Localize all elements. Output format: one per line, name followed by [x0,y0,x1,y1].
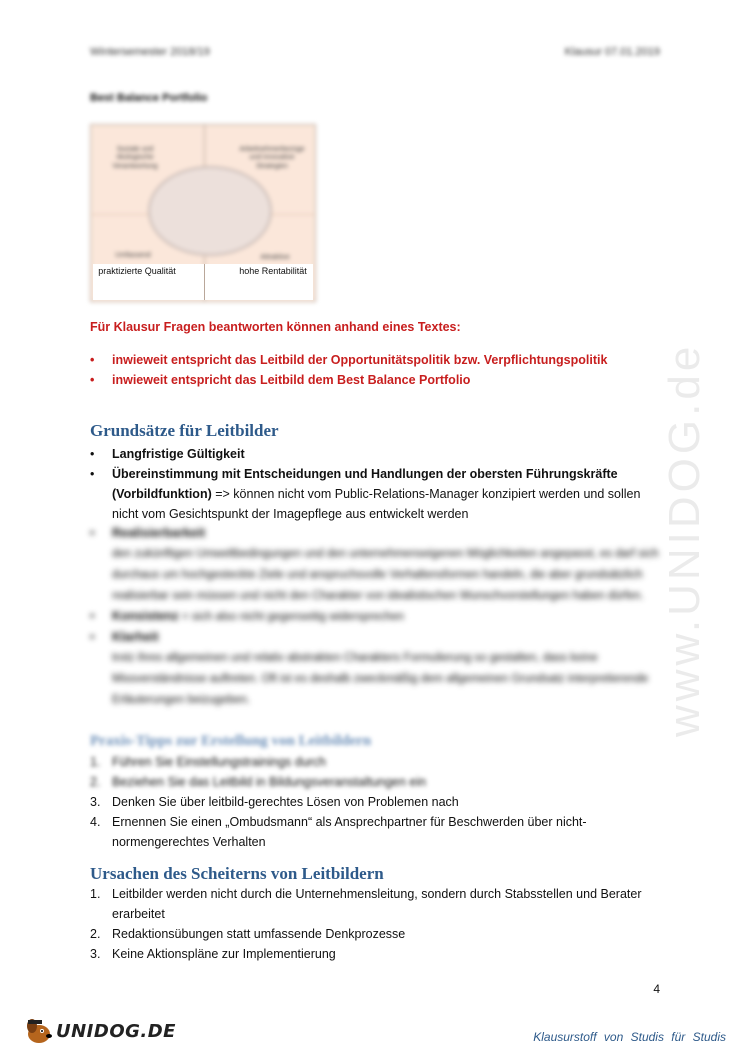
section-heading-ursachen: Ursachen des Scheiterns von Leitbildern [90,864,384,883]
dog-icon [24,1016,54,1046]
unidog-logo [24,1014,176,1048]
list-item: 3. Keine Aktionspläne zur Implementierung [90,947,336,961]
list-item: • Konsistenz = sich also nicht gegenseitig widersprechen [90,606,670,627]
list-item: • Realisierbarkeit den zukünftigen Umweltbedingungen und den unternehmenseigenen Möglichkeiten angepasst, es darf sich durchaus um hochgesteckte Ziele und anspruchsvolle Verhaltensformen handeln, die aber grundsätzlich realisierbar sein müssen und nicht den Charakter von idealistischen Wunschvorstellungen haben dürfen. [90,523,670,606]
exam-note-item: • inwieweit entspricht das Leitbild dem Best Balance Portfolio [90,370,607,390]
quadrant-bottom-left-head: Umfassend [115,252,151,259]
quadrant-profitability-label: hohe Rentabilität [239,266,307,276]
portfolio-title: Best Balance Portfolio [90,92,208,104]
list-item: 1. Führen Sie Einstellungstrainings durch [90,755,327,769]
list-item: • Klarheit trotz ihres allgemeinen und relativ abstrakten Charakters Formulierung so gestalten, dass keine Missverständnisse auftreten. Oft ist es deshalb zweckmäßig dem allgemeinen Grundsatz interpretierende Erläuterungen beizugeben. [90,627,670,710]
list-item: 2. Beziehen Sie das Leitbild in Bildungsveranstaltungen ein [90,775,427,789]
list-item: 3. Denken Sie über leitbild-gerechtes Lösen von Problemen nach [90,795,459,809]
grundsaetze-list-blurred [90,523,670,710]
praxis-list [90,792,670,852]
grundsaetze-list [90,444,670,524]
footer-tagline: Klausurstoff von Studis für Studis [533,1030,726,1044]
page-number: 4 [653,982,660,996]
quadrant-bottom-right-head: Attraktive [260,254,290,261]
best-balance-portfolio-figure [90,124,316,302]
praxis-list-blurred [90,752,670,792]
section-heading-grundsaetze: Grundsätze für Leitbilder [90,421,279,440]
section-heading-praxis: Praxis-Tipps zur Erstellung von Leitbildern [90,733,372,749]
header-exam-date: Klausur 07.01.2019 [564,46,660,58]
exam-note-heading: Für Klausur Fragen beantworten können anhand eines Textes: [90,320,461,334]
list-item: • Übereinstimmung mit Entscheidungen und Handlungen der obersten Führungskräfte (Vorbildfunktion) => können nicht vom Public-Relations-Manager konzipiert werden und sollen nicht vom Gesichtspunkt der Imagepflege aus entwickelt werden [90,464,670,524]
ursachen-list [90,884,670,964]
list-item: 1. Leitbilder werden nicht durch die Unternehmensleitung, sondern durch Stabsstellen und Berater erarbeitet [90,887,642,921]
quadrant-quality-label: praktizierte Qualität [98,266,176,276]
exam-note-item: • inwieweit entspricht das Leitbild der Opportunitätspolitik bzw. Verpflichtungspolitik [90,350,607,370]
quadrant-top-right: Arbeitnehmerbezüge und innovative Strategien [239,146,305,170]
portfolio-ellipse [148,166,272,256]
watermark: www.UNIDOG.de [660,342,709,738]
header-semester: Wintersemester 2018/19 [90,46,210,58]
logo-text: UNIDOG.DE [56,1020,176,1042]
quadrant-top-left: Soziale und ökologische Verantwortung [112,146,158,170]
list-item: 4. Ernennen Sie einen „Ombudsmann“ als Ansprechpartner für Beschwerden über nicht-normengerechtes Verhalten [90,815,587,849]
list-item: 2. Redaktionsübungen statt umfassende Denkprozesse [90,927,406,941]
exam-note-list [90,350,607,390]
list-item: • Langfristige Gültigkeit [90,444,670,464]
